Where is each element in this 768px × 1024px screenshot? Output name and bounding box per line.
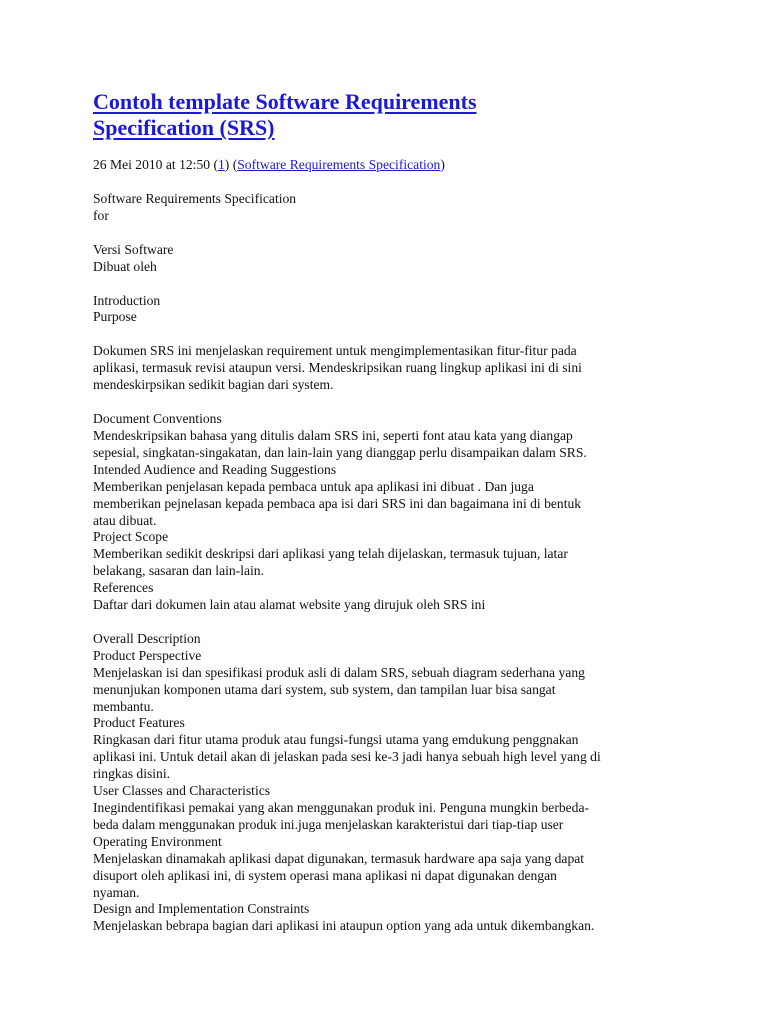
post-date: 26 Mei 2010 at 12:50: [93, 157, 211, 172]
doc-conventions-text: sepesial, singkatan-singakatan, dan lain-lain yang dianggap perlu disampaikan dalam SRS.: [93, 444, 587, 460]
purpose-paragraph: [93, 343, 693, 394]
audience-text: Memberikan penjelasan kepada pembaca untuk apa aplikasi ini dibuat . Dan juga: [93, 478, 534, 494]
document-page: [93, 89, 693, 935]
constraints-heading: Design and Implementation Constraints: [93, 901, 310, 917]
version-label: Versi Software: [93, 241, 174, 257]
article-meta: 26 Mei 2010 at 12:50 (1) (Software Requirements Specification): [93, 157, 445, 172]
article-title: [93, 89, 693, 141]
project-scope-text: belakang, sasaran dan lain-lain.: [93, 563, 264, 579]
operating-environment-heading: Operating Environment: [93, 833, 222, 849]
doc-heading: Software Requirements Specification: [93, 190, 297, 206]
purpose-line: mendeskirpsikan sedikit bagian dari system.: [93, 377, 334, 393]
references-text: Daftar dari dokumen lain atau alamat website yang dirujuk oleh SRS ini: [93, 597, 486, 613]
audience-text: atau dibuat.: [93, 512, 157, 528]
operating-environment-text: Menjelaskan dinamakah aplikasi dapat digunakan, termasuk hardware apa saja yang dapat: [93, 850, 585, 866]
doc-heading-for: for: [93, 207, 109, 223]
constraints-text: Menjelaskan bebrapa bagian dari aplikasi ini ataupun option yang ada untuk dikembangkan.: [93, 918, 595, 934]
purpose-line: Dokumen SRS ini menjelaskan requirement untuk mengimplementasikan fitur-fitur pada: [93, 343, 577, 359]
product-features-text: ringkas disini.: [93, 766, 171, 782]
version-block: [93, 242, 693, 276]
introduction-heading: Introduction: [93, 292, 161, 308]
doc-conventions-text: Mendeskripsikan bahasa yang ditulis dalam SRS ini, seperti font atau kata yang diangap: [93, 427, 573, 443]
header-block: [93, 191, 693, 225]
comments-link[interactable]: 1: [218, 157, 225, 172]
user-classes-text: beda dalam menggunakan produk ini.juga menjelaskan karakteristui dari tiap-tiap user: [93, 816, 564, 832]
user-classes-text: Inegindentifikasi pemakai yang akan menggunakan produk ini. Penguna mungkin berbeda-: [93, 800, 590, 815]
operating-environment-text: nyaman.: [93, 884, 140, 900]
product-features-heading: Product Features: [93, 715, 185, 731]
operating-environment-text: disuport oleh aplikasi ini, di system operasi mana aplikasi ni dapat digunakan dengan: [93, 867, 557, 883]
product-features-text: aplikasi ini. Untuk detail akan di jelaskan pada sesi ke-3 jadi hanya sebuah high level yang di: [93, 749, 601, 765]
product-perspective-text: membantu.: [93, 698, 154, 714]
author-label: Dibuat oleh: [93, 258, 157, 274]
audience-text: memberikan pejnelasan kepada pembaca apa isi dari SRS ini dan bagaimana ini di bentuk: [93, 495, 582, 511]
doc-conventions-heading: Document Conventions: [93, 411, 222, 427]
purpose-heading: Purpose: [93, 309, 137, 325]
product-features-text: Ringkasan dari fitur utama produk atau fungsi-fungsi utama yang emdukung penggnakan: [93, 732, 579, 748]
references-heading: References: [93, 580, 154, 596]
purpose-line: aplikasi, termasuk revisi ataupun versi. Mendeskripsikan ruang lingkup aplikasi ini di sini: [93, 360, 582, 376]
product-perspective-heading: Product Perspective: [93, 647, 202, 663]
product-perspective-text: menunjukan komponen utama dari system, sub system, dan tampilan luar bisa sangat: [93, 681, 556, 697]
article-title-line-2: Specification (SRS): [93, 115, 275, 140]
product-perspective-text: Menjelaskan isi dan spesifikasi produk asli di dalam SRS, sebuah diagram sederhana yang: [93, 664, 585, 680]
article-title-line-1: Contoh template Software Requirements: [93, 89, 477, 114]
overall-description-heading: Overall Description: [93, 630, 201, 646]
user-classes-heading: User Classes and Characteristics: [93, 783, 271, 799]
article-title-link[interactable]: [93, 89, 693, 141]
audience-heading: Intended Audience and Reading Suggestions: [93, 461, 337, 477]
overall-description: [93, 631, 693, 935]
project-scope-text: Memberikan sedikit deskripsi dari aplikasi yang telah dijelaskan, termasuk tujuan, latar: [93, 546, 568, 562]
project-scope-heading: Project Scope: [93, 529, 169, 545]
category-link[interactable]: Software Requirements Specification: [237, 157, 441, 172]
introduction-details: [93, 411, 693, 614]
intro-block: [93, 293, 693, 327]
